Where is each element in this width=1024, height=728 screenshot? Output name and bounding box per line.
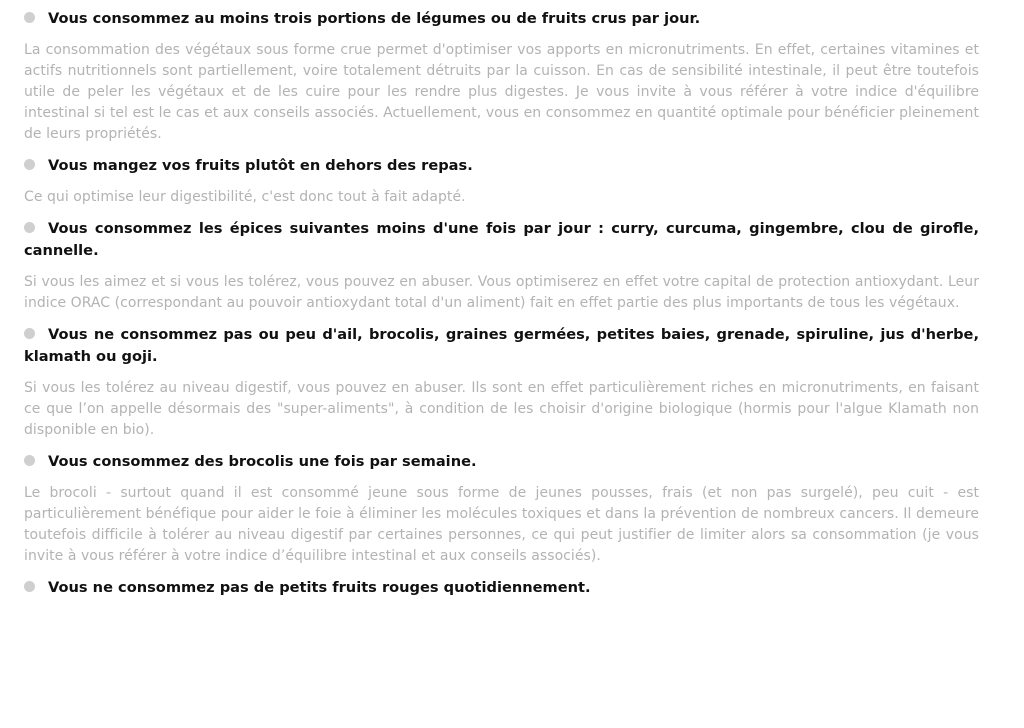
advice-item-superfoods xyxy=(24,324,979,451)
advice-heading xyxy=(24,8,979,30)
advice-heading xyxy=(24,324,979,368)
bullet-icon xyxy=(24,581,35,592)
advice-item-broccoli xyxy=(24,451,979,577)
advice-item-red-fruits xyxy=(24,577,979,599)
document-page xyxy=(24,8,979,599)
advice-body: Ce qui optimise leur digestibilité, c'est donc tout à fait adapté. xyxy=(24,189,466,205)
advice-item-fruits-outside-meals xyxy=(24,155,979,218)
advice-heading-text: Vous consommez des brocolis une fois par semaine. xyxy=(48,453,477,470)
advice-body: La consommation des végétaux sous forme crue permet d'optimiser vos apports en micronutriments. En effet, certaines vitamines et actifs nutritionnels sont partiellement, voire totalement détruits par la cuisson. En cas de sensibilité intestinale, il peut être toutefois utile de peler les végétaux et de les cuire pour les rendre plus digestes. Je vous invite à vous référer à votre indice d'équilibre intestinal si tel est le cas et aux conseils associés. Actuellement, vous en consommez en quantité optimale pour bénéficier pleinement de leurs propriétés. xyxy=(24,42,979,142)
advice-heading-text: Vous consommez les épices suivantes moins d'une fois par jour : curry, curcuma, gingembre, clou de girofle, cannelle. xyxy=(24,220,979,259)
bullet-icon xyxy=(24,222,35,233)
advice-heading xyxy=(24,218,979,262)
advice-body: Le brocoli - surtout quand il est consommé jeune sous forme de jeunes pousses, frais (et non pas surgelé), peu cuit - est particulièrement bénéfique pour aider le foie à éliminer les molécules toxiques et dans la prévention de nombreux cancers. Il demeure toutefois difficile à tolérer au niveau digestif par certaines personnes, ce qui peut justifier de limiter alors sa consommation (je vous invite à vous référer à votre indice d’équilibre intestinal et aux conseils associés). xyxy=(24,485,979,564)
advice-heading xyxy=(24,451,979,473)
bullet-icon xyxy=(24,455,35,466)
advice-heading xyxy=(24,577,979,599)
bullet-icon xyxy=(24,328,35,339)
advice-heading-text: Vous mangez vos fruits plutôt en dehors des repas. xyxy=(48,157,473,174)
advice-body: Si vous les tolérez au niveau digestif, vous pouvez en abuser. Ils sont en effet particulièrement riches en micronutriments, en faisant ce que l’on appelle désormais des "super-aliments", à condition de les choisir d'origine biologique (hormis pour l'algue Klamath non disponible en bio). xyxy=(24,380,979,438)
advice-heading-text: Vous ne consommez pas de petits fruits rouges quotidiennement. xyxy=(48,579,591,596)
advice-item-raw-vegetables xyxy=(24,8,979,155)
advice-heading xyxy=(24,155,979,177)
advice-heading-text: Vous ne consommez pas ou peu d'ail, brocolis, graines germées, petites baies, grenade, spiruline, jus d'herbe, klamath ou goji. xyxy=(24,326,979,365)
bullet-icon xyxy=(24,159,35,170)
advice-item-spices xyxy=(24,218,979,324)
advice-body: Si vous les aimez et si vous les tolérez, vous pouvez en abuser. Vous optimiserez en effet votre capital de protection antioxydant. Leur indice ORAC (correspondant au pouvoir antioxydant total d'un aliment) fait en effet partie des plus importants de tous les végétaux. xyxy=(24,274,979,311)
bullet-icon xyxy=(24,12,35,23)
advice-heading-text: Vous consommez au moins trois portions de légumes ou de fruits crus par jour. xyxy=(48,10,701,27)
